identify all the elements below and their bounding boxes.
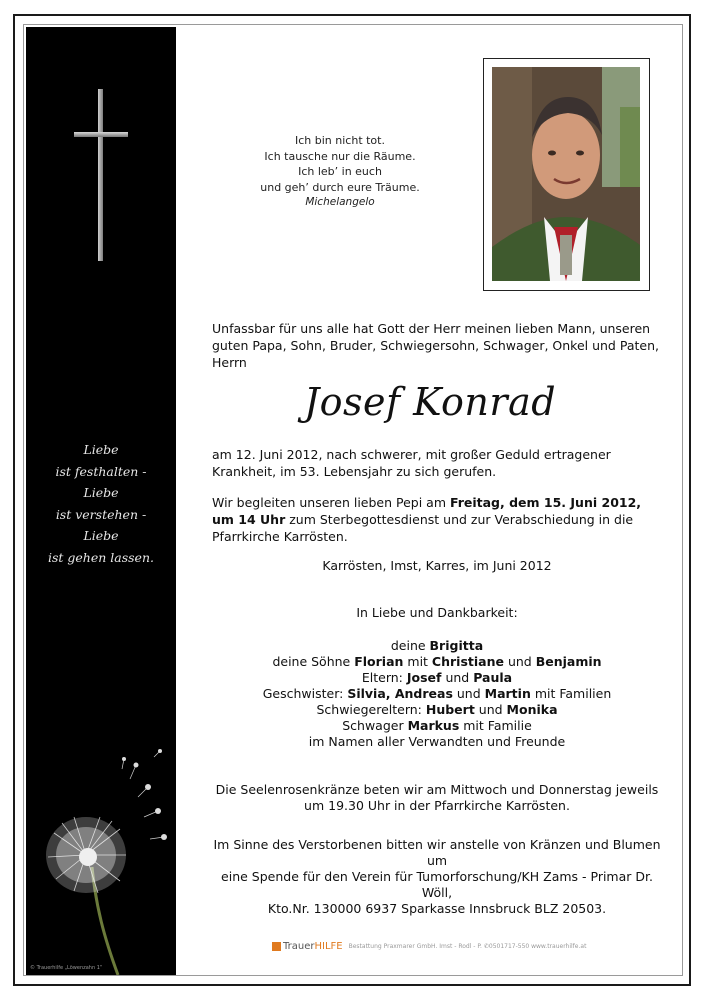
family-line: deine Söhne Florian mit Christiane und Benjamin — [272, 654, 602, 669]
deceased-name: Josef Konrad — [303, 380, 557, 424]
portrait-photo — [492, 67, 640, 281]
death-text: am 12. Juni 2012, nach schwerer, mit großer Geduld ertragener Krankheit, im 53. Lebensjahr zu sich gerufen. — [212, 447, 611, 479]
black-sidebar — [26, 27, 176, 975]
family-line: im Namen aller Verwandten und Freunde — [308, 734, 566, 749]
dandelion-image — [26, 747, 176, 975]
quote-block — [230, 133, 450, 211]
donation-line: Im Sinne des Verstorbenen bitten wir anstelle von Kränzen und Blumen um — [213, 837, 661, 868]
funeral-text — [212, 494, 662, 545]
poem-line: Liebe — [83, 528, 119, 543]
funeral-pre: Wir begleiten unseren lieben Pepi am — [212, 495, 450, 510]
donation-note — [212, 837, 662, 917]
quote-line: Ich leb’ in euch — [298, 165, 382, 178]
portrait-frame — [483, 58, 650, 291]
family-line: Geschwister: Silvia, Andreas und Martin mit Familien — [262, 686, 612, 701]
family-line: Schwiegereltern: Hubert und Monika — [316, 702, 558, 717]
family-list — [212, 638, 662, 750]
footer-text: Bestattung Praxmarer GmbH. Imst - Rodl - P. ✆0501717-550 www.trauerhilfe.at — [348, 943, 587, 950]
logo-square-icon — [272, 942, 281, 951]
poem-line: ist gehen lassen. — [48, 549, 154, 565]
poem-line: ist verstehen - — [55, 506, 147, 522]
rosary-note — [212, 782, 662, 814]
intro-text: Unfassbar für uns alle hat Gott der Herr meinen lieben Mann, unseren guten Papa, Sohn, Bruder, Schwiegersohn, Schwager, Onkel und Paten, Herrn — [212, 321, 659, 370]
quote-line: und geh’ durch eure Träume. — [260, 180, 420, 194]
poem-line: ist festhalten - — [55, 463, 147, 479]
family-line: Schwager Markus mit Familie — [342, 718, 532, 733]
rosary-line: um 19.30 Uhr in der Pfarrkirche Karrösten. — [304, 798, 570, 813]
quote-line: Ich tausche nur die Räume. — [264, 149, 416, 163]
donation-line: Kto.Nr. 130000 6937 Sparkasse Innsbruck BLZ 20503. — [267, 901, 607, 916]
thanks-heading: In Liebe und Dankbarkeit: — [356, 605, 518, 620]
funeral-post: zum Sterbegottesdienst und zur Verabschiedung in die Pfarrkirche Karrösten. — [212, 512, 634, 544]
quote-line: Ich bin nicht tot. — [295, 134, 385, 147]
image-credit: © Trauerhilfe „Löwenzahn 1“ — [30, 965, 103, 971]
sidebar-poem — [26, 439, 176, 568]
quote-author: Michelangelo — [305, 196, 375, 208]
poem-line: Liebe — [83, 442, 119, 457]
funeral-date: Freitag, dem 15. Juni 2012, um 14 Uhr — [212, 495, 642, 527]
footer — [272, 941, 652, 952]
family-line: deine Brigitta — [390, 638, 484, 653]
donation-line: eine Spende für den Verein für Tumorforschung/KH Zams - Primar Dr. Wöll, — [221, 869, 653, 900]
family-line: Eltern: Josef und Paula — [361, 670, 513, 685]
trauerhilfe-logo: Trauer HILFE — [272, 941, 343, 952]
place-date: Karrösten, Imst, Karres, im Juni 2012 — [322, 558, 552, 573]
rosary-line: Die Seelenrosenkränze beten wir am Mittwoch und Donnerstag jeweils — [215, 782, 659, 797]
poem-line: Liebe — [83, 485, 119, 500]
cross-icon — [74, 89, 128, 261]
